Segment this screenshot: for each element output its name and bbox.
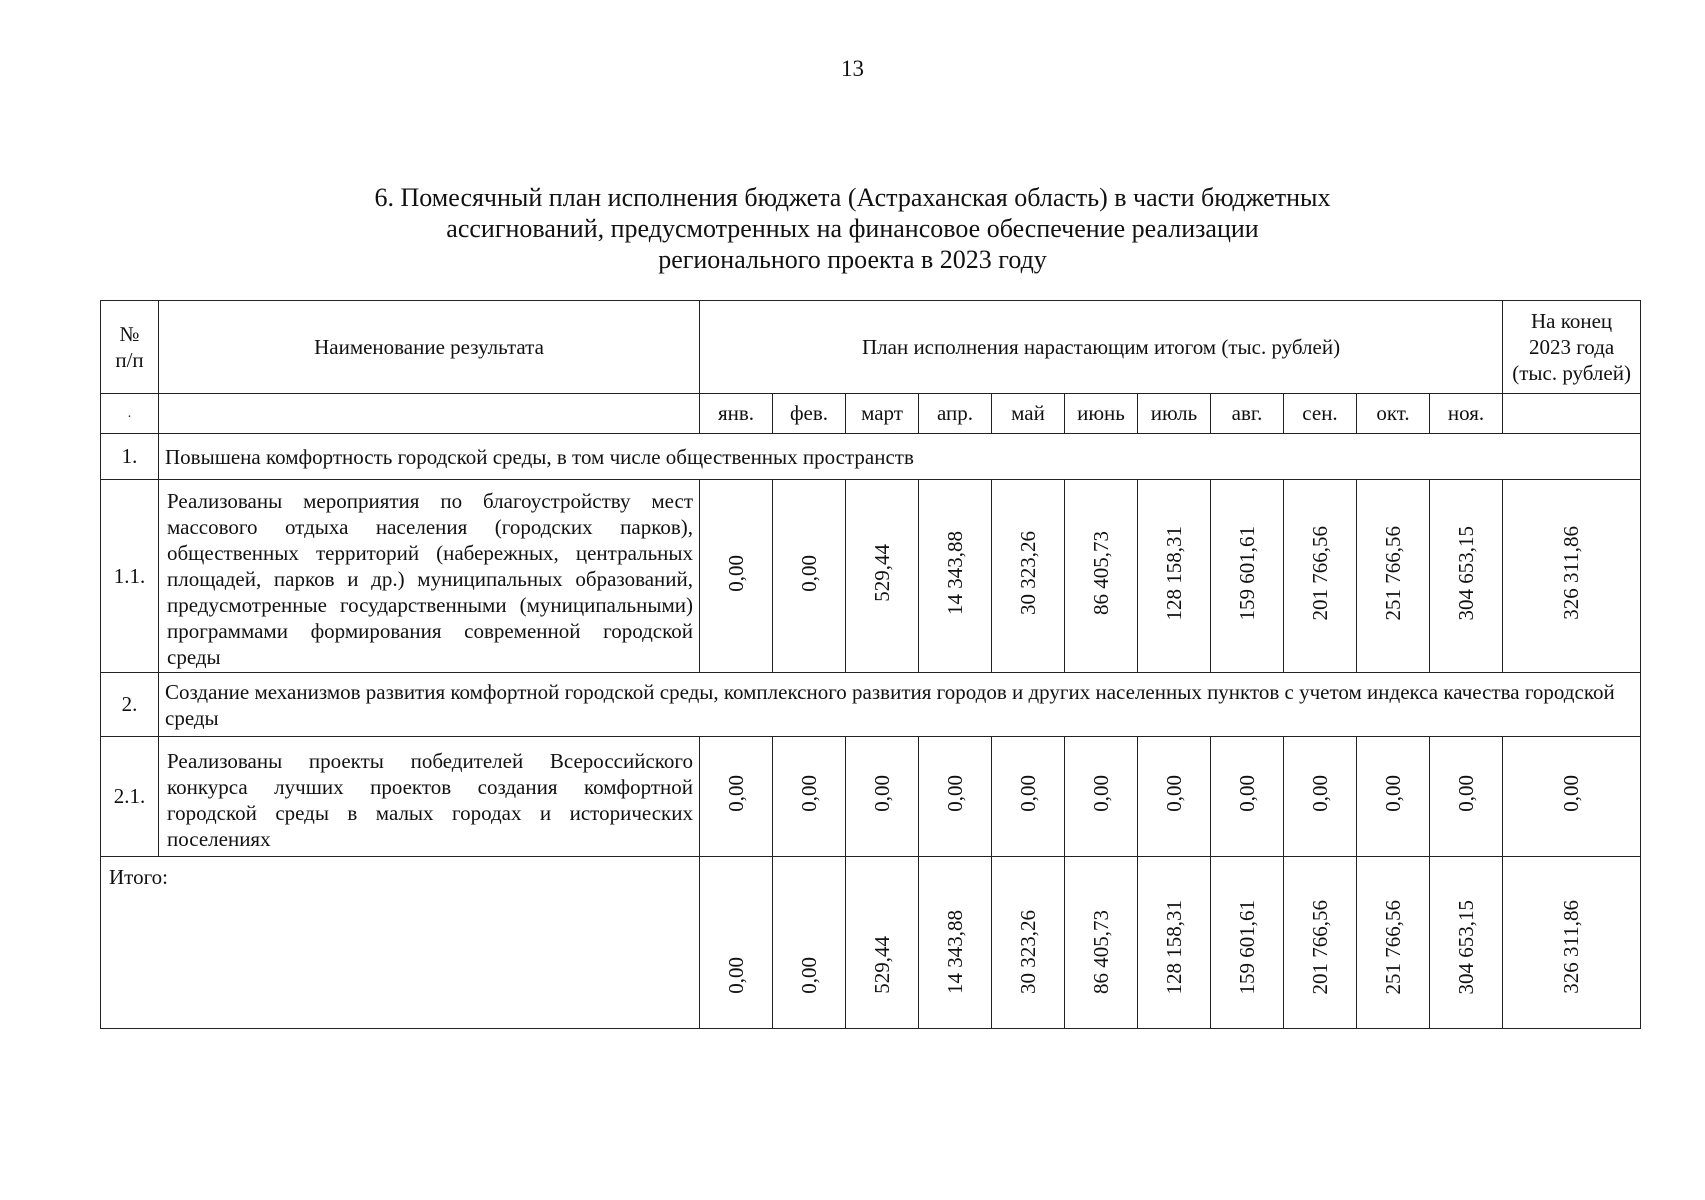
value-cell (992, 737, 1065, 857)
value-cell (1430, 857, 1503, 1029)
value-cell (1211, 737, 1284, 857)
month-header: авг. (1211, 394, 1284, 434)
value-text: 0,00 (1234, 775, 1259, 812)
end-value-cell (1503, 737, 1641, 857)
value-cell (1284, 480, 1357, 673)
end-value-cell (1503, 857, 1641, 1029)
subheader-end (1503, 394, 1641, 434)
value-text: 304 653,15 (1453, 899, 1478, 994)
value-cell (1357, 737, 1430, 857)
value-cell (919, 737, 992, 857)
value-cell (1357, 857, 1430, 1029)
value-cell (1138, 480, 1211, 673)
budget-plan-table (100, 300, 1641, 1029)
value-text: 0,00 (1453, 775, 1478, 812)
value-text: 251 766,56 (1380, 525, 1405, 621)
month-header: июль (1138, 394, 1211, 434)
end-value-text: 0,00 (1559, 775, 1584, 812)
item-num: 1.1. (101, 480, 159, 673)
value-text: 159 601,61 (1234, 525, 1259, 621)
value-cell (1065, 480, 1138, 673)
value-text: 529,44 (869, 936, 894, 994)
page-number: 13 (841, 56, 864, 81)
value-text: 0,00 (1015, 775, 1040, 812)
value-text: 529,44 (869, 544, 894, 602)
group-row (101, 434, 1641, 480)
value-cell (1284, 857, 1357, 1029)
item-name: Реализованы проекты победителей Всероссийского конкурса лучших проектов создания комфортной городской среды в малых городах и исторических поселениях (159, 737, 700, 857)
month-header: ноя. (1430, 394, 1503, 434)
value-text: 30 323,26 (1015, 910, 1040, 994)
header-plan: План исполнения нарастающим итогом (тыс. рублей) (700, 301, 1503, 394)
value-text: 14 343,88 (942, 531, 967, 615)
value-cell (700, 737, 773, 857)
subheader-num: . (101, 394, 159, 434)
month-header: фев. (773, 394, 846, 434)
value-cell (919, 857, 992, 1029)
value-cell (846, 737, 919, 857)
value-cell (1065, 737, 1138, 857)
month-header: сен. (1284, 394, 1357, 434)
value-cell (992, 857, 1065, 1029)
header-row (101, 301, 1641, 394)
value-cell (700, 857, 773, 1029)
group-num: 2. (101, 673, 159, 737)
month-header: апр. (919, 394, 992, 434)
value-cell (700, 480, 773, 673)
value-cell (1138, 857, 1211, 1029)
value-text: 0,00 (723, 554, 748, 592)
value-text: 0,00 (1161, 775, 1186, 812)
group-title: Повышена комфортность городской среды, в том числе общественных пространств (159, 434, 1641, 480)
value-text: 0,00 (869, 775, 894, 812)
value-text: 128 158,31 (1161, 525, 1186, 621)
value-cell (1211, 480, 1284, 673)
end-value-cell (1503, 480, 1641, 673)
value-cell (773, 857, 846, 1029)
header-num: № п/п (101, 301, 159, 394)
value-text: 159 601,61 (1234, 899, 1259, 994)
value-text: 0,00 (1380, 775, 1405, 812)
end-value-text: 326 311,86 (1559, 526, 1584, 620)
value-cell (846, 857, 919, 1029)
value-text: 0,00 (723, 957, 748, 994)
month-header: окт. (1357, 394, 1430, 434)
subheader-name (159, 394, 700, 434)
value-cell (773, 737, 846, 857)
value-text: 304 653,15 (1453, 525, 1478, 621)
value-cell (919, 480, 992, 673)
title-line: ассигнований, предусмотренных на финансовое обеспечение реализации (446, 214, 1259, 243)
value-text: 86 405,73 (1088, 531, 1113, 615)
month-header: март (846, 394, 919, 434)
value-text: 251 766,56 (1380, 899, 1405, 994)
title-line: 6. Помесячный план исполнения бюджета (Астраханская область) в части бюджетных (374, 183, 1331, 212)
table-row (101, 480, 1641, 673)
value-text: 0,00 (723, 775, 748, 812)
value-cell (992, 480, 1065, 673)
total-row (101, 857, 1641, 1029)
page-title (0, 182, 1705, 275)
value-cell (1430, 480, 1503, 673)
value-cell (1430, 737, 1503, 857)
value-text: 0,00 (1307, 775, 1332, 812)
header-end-line: (тыс. рублей) (1512, 361, 1631, 385)
value-text: 14 343,88 (942, 910, 967, 994)
month-header: июнь (1065, 394, 1138, 434)
month-header: май (992, 394, 1065, 434)
value-text: 201 766,56 (1307, 525, 1332, 621)
value-cell (1211, 857, 1284, 1029)
value-text: 0,00 (796, 957, 821, 994)
item-num: 2.1. (101, 737, 159, 857)
header-name: Наименование результата (159, 301, 700, 394)
group-title: Создание механизмов развития комфортной городской среды, комплексного развития городов и других населенных пунктов с учетом индекса качества городской среды (159, 673, 1641, 737)
value-cell (1138, 737, 1211, 857)
value-text: 128 158,31 (1161, 899, 1186, 994)
value-cell (1357, 480, 1430, 673)
total-label: Итого: (101, 857, 700, 1029)
table-row (101, 737, 1641, 857)
end-value-text: 326 311,86 (1559, 900, 1584, 994)
header-end-line: 2023 года (1528, 335, 1615, 359)
value-text: 201 766,56 (1307, 899, 1332, 994)
title-line: регионального проекта в 2023 году (658, 245, 1047, 274)
group-row (101, 673, 1641, 737)
value-cell (773, 480, 846, 673)
value-text: 0,00 (796, 775, 821, 812)
month-header-row (101, 394, 1641, 434)
value-cell (846, 480, 919, 673)
value-cell (1284, 737, 1357, 857)
value-cell (1065, 857, 1138, 1029)
value-text: 0,00 (942, 775, 967, 812)
item-name: Реализованы мероприятия по благоустройству мест массового отдыха населения (городских парков), общественных территорий (набережных, центральных площадей, парков и др.) муниципальных образований, предусмотренные государственными (муниципальными) программами формирования современной городской среды (159, 480, 700, 673)
header-end-line: На конец (1531, 309, 1613, 333)
header-end-of-year (1503, 301, 1641, 394)
month-header: янв. (700, 394, 773, 434)
group-num: 1. (101, 434, 159, 480)
value-text: 0,00 (1088, 775, 1113, 812)
value-text: 0,00 (796, 554, 821, 592)
value-text: 86 405,73 (1088, 910, 1113, 994)
value-text: 30 323,26 (1015, 531, 1040, 615)
